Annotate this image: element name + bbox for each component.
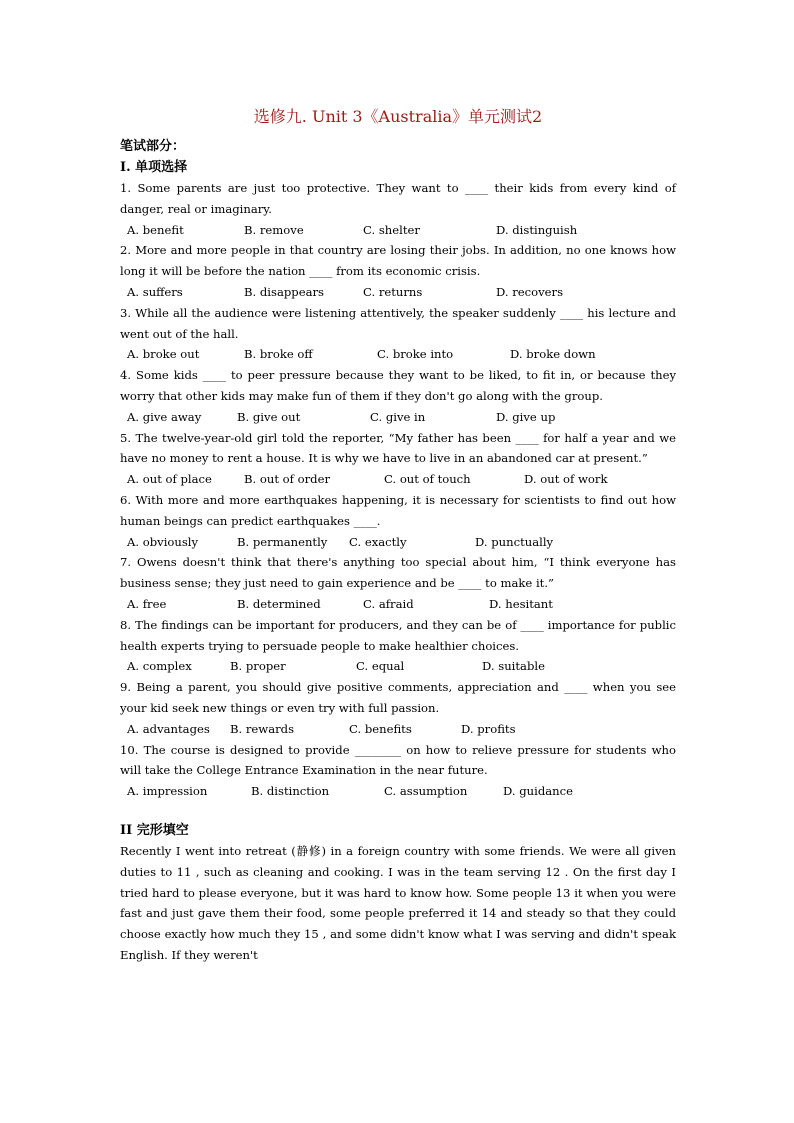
question-options	[120, 656, 676, 677]
option-c: C. broke into	[377, 347, 454, 362]
question-options	[120, 532, 676, 553]
option-d: D. profits	[461, 721, 516, 736]
question-3	[120, 303, 676, 365]
option-d: D. give up	[496, 409, 556, 424]
option-a: A. advantages	[127, 721, 210, 736]
option-c: C. returns	[363, 284, 423, 299]
question-text: 10. The course is designed to provide ________ on how to relieve pressure for students who will take the College Entrance Examination in the near future.	[120, 742, 676, 778]
option-b: B. disappears	[244, 284, 324, 299]
question-text: 4. Some kids ____ to peer pressure because they want to be liked, to fit in, or because they worry that other kids may make fun of them if they don't go along with the group.	[120, 368, 676, 403]
option-a: A. obviously	[127, 534, 199, 549]
question-options	[120, 282, 676, 303]
question-text: 3. While all the audience were listening attentively, the speaker suddenly ____ his lecture and went out of the hall.	[120, 305, 676, 341]
option-d: D. punctually	[475, 534, 554, 549]
option-a: A. complex	[127, 659, 192, 674]
question-4	[120, 365, 676, 427]
option-c: C. give in	[370, 409, 426, 424]
question-9	[120, 677, 676, 739]
written-label: 笔试部分：	[120, 139, 186, 154]
option-d: D. suitable	[482, 659, 545, 674]
option-c: C. exactly	[349, 534, 407, 549]
document-page	[120, 104, 676, 966]
question-6	[120, 490, 676, 552]
option-a: A. impression	[127, 784, 208, 799]
option-d: D. guidance	[503, 784, 574, 799]
question-text: 5. The twelve-year-old girl told the reporter, “My father has been ____ for half a year and we have no money to rent a house. It is why we have to live in an abandoned car at present.”	[120, 430, 676, 466]
question-options	[120, 719, 676, 740]
option-c: C. equal	[356, 659, 405, 674]
option-b: B. rewards	[230, 721, 295, 736]
option-b: B. permanently	[237, 534, 328, 549]
question-8	[120, 615, 676, 677]
option-b: B. broke off	[244, 347, 313, 362]
question-5	[120, 428, 676, 490]
option-b: B. determined	[237, 596, 321, 611]
option-d: D. recovers	[496, 284, 564, 299]
section1-heading: I. 单项选择	[120, 160, 188, 175]
page-title: 选修九. Unit 3《Australia》单元测试2	[253, 107, 543, 126]
option-a: A. suffers	[127, 284, 183, 299]
question-text: 7. Owens doesn't think that there's anything too special about him, “I think everyone has business sense; they just need to gain experience and be ____ to make it.”	[120, 555, 676, 591]
option-a: A. broke out	[127, 347, 200, 362]
option-c: C. out of touch	[384, 472, 471, 487]
option-b: B. distinction	[251, 784, 330, 799]
option-c: C. benefits	[349, 721, 412, 736]
option-c: C. afraid	[363, 596, 414, 611]
question-options	[120, 407, 676, 428]
option-d: D. broke down	[510, 347, 596, 362]
question-text: 9. Being a parent, you should give positive comments, appreciation and ____ when you see your kid seek new things or even try with full passion.	[120, 680, 676, 715]
question-text: 1. Some parents are just too protective. They want to ____ their kids from every kind of danger, real or imaginary.	[120, 181, 676, 216]
option-d: D. distinguish	[496, 222, 578, 237]
option-b: B. give out	[237, 409, 301, 424]
cloze-passage: Recently I went into retreat (静修) in a foreign country with some friends. We were all given duties to 11 , such as cleaning and cooking. I was in the team serving 12 . On the first day I tried hard to please everyone, but it was hard to know how. Some people 13 it when you were fast and just gave them their food, some people preferred it 14 and steady so that they could choose exactly how much they 15 , and some didn't know what I was serving and didn't speak English. If they weren't	[120, 843, 676, 962]
option-a: A. benefit	[127, 222, 184, 237]
section2-heading: II 完形填空	[120, 822, 189, 838]
option-a: A. give away	[127, 409, 202, 424]
question-text: 6. With more and more earthquakes happening, it is necessary for scientists to find out how human beings can predict earthquakes ____.	[120, 492, 676, 528]
option-b: B. out of order	[244, 472, 330, 487]
option-b: B. proper	[230, 659, 286, 674]
option-c: C. assumption	[384, 784, 468, 799]
question-1	[120, 178, 676, 240]
question-10	[120, 740, 676, 802]
option-b: B. remove	[244, 222, 304, 237]
question-2	[120, 240, 676, 302]
option-d: D. out of work	[524, 472, 608, 487]
question-options	[120, 781, 676, 802]
option-d: D. hesitant	[489, 596, 553, 611]
question-options	[120, 594, 676, 615]
option-a: A. free	[127, 596, 167, 611]
question-text: 2. More and more people in that country are losing their jobs. In addition, no one knows how long it will be before the nation ____ from its economic crisis.	[120, 243, 676, 279]
question-text: 8. The findings can be important for producers, and they can be of ____ importance for public health experts trying to persuade people to make healthier choices.	[120, 617, 676, 653]
question-options	[120, 469, 676, 490]
question-options	[120, 344, 676, 365]
option-a: A. out of place	[127, 472, 212, 487]
question-options	[120, 220, 676, 241]
option-c: C. shelter	[363, 222, 420, 237]
question-7	[120, 552, 676, 614]
